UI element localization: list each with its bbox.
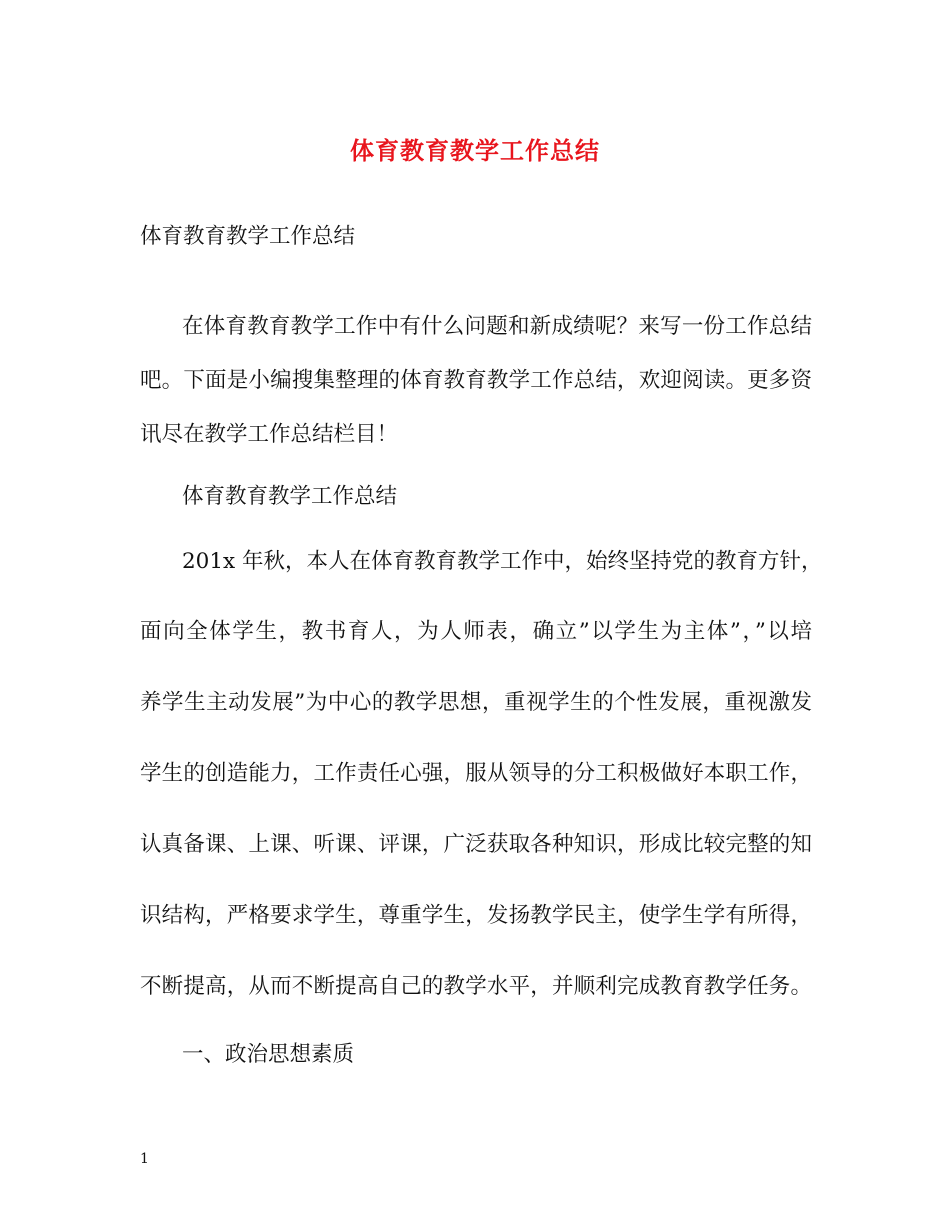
page-number: 1 (140, 1151, 149, 1167)
paragraph-line: 吧。下面是小编搜集整理的体育教育教学工作总结，欢迎阅读。更多资 (140, 368, 812, 393)
paragraph-line: 201x 年秋，本人在体育教育教学工作中，始终坚持党的教育方针， (182, 549, 823, 574)
paragraph-line: 讯尽在教学工作总结栏目！ (140, 422, 399, 447)
paragraph-line: 面向全体学生，教书育人，为人师表，确立”以学生为主体”，”以培 (140, 619, 812, 644)
paragraph-line: 学生的创造能力，工作责任心强，服从领导的分工积极做好本职工作， (140, 761, 812, 786)
paragraph-line: 养学生主动发展”为中心的教学思想，重视学生的个性发展，重视激发 (140, 690, 812, 715)
section-heading: 体育教育教学工作总结 (182, 484, 398, 509)
paragraph-line: 识结构，严格要求学生，尊重学生，发扬教学民主，使学生学有所得， (140, 903, 812, 928)
subtitle-line: 体育教育教学工作总结 (140, 224, 356, 249)
section-heading: 一、政治思想素质 (182, 1042, 355, 1067)
document-title: 体育教育教学工作总结 (350, 136, 600, 165)
paragraph-line: 认真备课、上课、听课、评课，广泛获取各种知识，形成比较完整的知 (140, 832, 812, 857)
paragraph-line: 不断提高，从而不断提高自己的教学水平，并顺利完成教育教学任务。 (140, 974, 812, 999)
paragraph-line: 在体育教育教学工作中有什么问题和新成绩呢？来写一份工作总结 (182, 314, 812, 339)
